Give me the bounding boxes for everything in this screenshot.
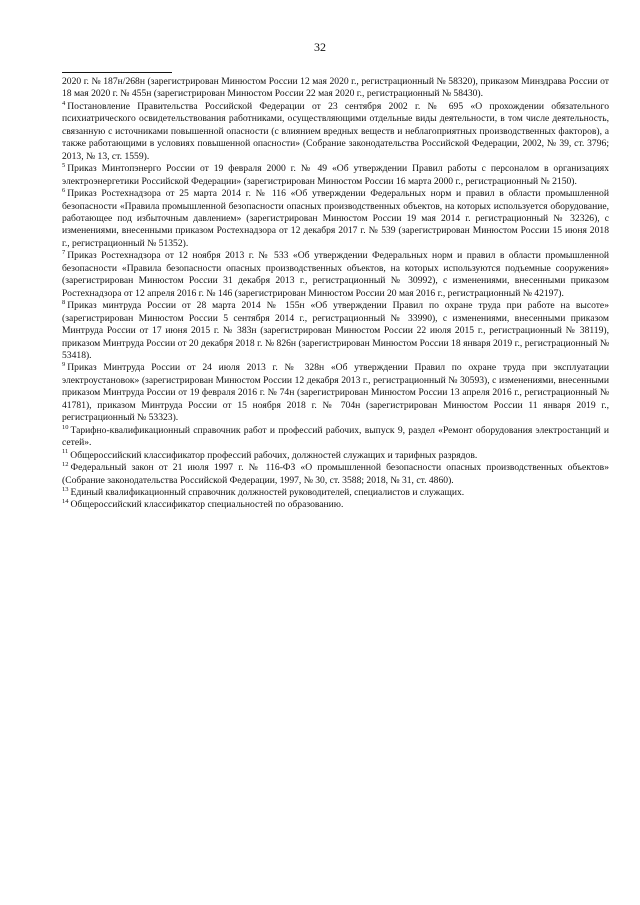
footnote-10 — [62, 425, 609, 450]
footnote-text: 2020 г. № 187н/268н (зарегистрирован Минюстом России 12 мая 2020 г., регистрационный № 58320), приказом Минздрава России от 18 мая 2020 г. № 455н (зарегистрирован Минюстом России 22 мая 2020 г., регистрационный № 58430). — [62, 76, 609, 100]
footnote-13 — [62, 487, 609, 499]
footnote-text: Общероссийский классификатор специальностей по образованию. — [70, 499, 344, 511]
footnote-12 — [62, 462, 609, 487]
footnote-text: Приказ Ростехнадзора от 25 марта 2014 г. № 116 «Об утверждении Федеральных норм и правил в области промышленной безопасности «Правила промышленной безопасности опасных производственных объектов, на которых используется оборудование, работающее под избыточным давлением» (зарегистрирован Минюстом России 19 мая 2014 г. регистрационный № 32326), с изменениями, внесенными приказом Ростехнадзора от 12 декабря 2017 г. № 539 (зарегистрирован Минюстом России 15 июня 2018 г., регистрационный № 51352). — [62, 188, 609, 249]
footnote-text: Приказ Минтопэнерго России от 19 февраля 2000 г. № 49 «Об утверждении Правил работы с персоналом в организациях электроэнергетики Российской Федерации» (зарегистрирован Минюстом России 16 марта 2000 г., регистрационный № 2150). — [62, 163, 609, 187]
page-number: 32 — [314, 40, 326, 54]
footnote-mark: 10 — [62, 423, 69, 431]
footnote-mark: 7 — [62, 249, 66, 257]
footnote-text: Единый квалификационный справочник должностей руководителей, специалистов и служащих. — [70, 486, 465, 498]
footnote-4 — [62, 101, 609, 163]
footnote-text: Федеральный закон от 21 июля 1997 г. № 116-ФЗ «О промышленной безопасности опасных производственных объектов» (Собрание законодательства Российской Федерации, 1997, № 30, ст. 3588; 2018, № 31, ст. 4860). — [62, 462, 609, 486]
footnote-mark: 4 — [62, 99, 66, 107]
footnote-8 — [62, 300, 609, 362]
footnote-9 — [62, 362, 609, 424]
footnote-11 — [62, 450, 609, 462]
footnote-mark: 11 — [62, 448, 69, 456]
footnote-text: Приказ минтруда России от 28 марта 2014 № 155н «Об утверждении Правил по охране труда при работе на высоте» (зарегистрирован Минюстом России 5 сентября 2014 г., регистрационный № 33990), с изменениями, внесенными приказом Минтруда России от 17 июня 2015 г. № 383н (зарегистрирован Минюстом России 22 июля 2015 г., регистрационный № 38119), приказом Минтруда России от 20 декабря 2018 г. № 826н (зарегистрирован Минюстом России 18 января 2019 г., регистрационный № 53418). — [62, 300, 609, 361]
footnote-continuation — [62, 76, 609, 101]
footnote-7 — [62, 250, 609, 300]
footnote-text: Постановление Правительства Российской Федерации от 23 сентября 2002 г. № 695 «О прохождении обязательного психиатрического освидетельствования работниками, осуществляющими отдельные виды деятельности, в том числе деятельность, связанную с источниками повышенной опасности (с влиянием вредных веществ и неблагоприятных производственных факторов), а также работающими в условиях повышенной опасности» (Собрание законодательства Российской Федерации, 2002, № 39, ст. 3796; 2013, № 13, ст. 1559). — [62, 100, 609, 162]
footnote-text: Приказ Ростехнадзора от 12 ноября 2013 г. № 533 «Об утверждении Федеральных норм и правил в области промышленной безопасности «Правила безопасности опасных производственных объектов, на которых используются подъемные сооружения» (зарегистрирован Минюстом России 31 декабря 2013 г., регистрационный № 30992), с изменениями, внесенными приказом Ростехнадзора от 12 апреля 2016 г. № 146 (зарегистрирован Минюстом России 20 мая 2016 г., регистрационный № 42197). — [62, 250, 609, 299]
footnote-mark: 13 — [62, 485, 69, 493]
footnote-mark: 5 — [62, 161, 66, 169]
footnotes-block — [62, 76, 609, 512]
footnote-separator — [62, 72, 172, 73]
footnote-mark: 8 — [62, 298, 66, 306]
footnote-mark: 9 — [62, 361, 66, 369]
footnote-5 — [62, 163, 609, 188]
footnote-mark: 14 — [62, 498, 69, 506]
footnote-6 — [62, 188, 609, 250]
footnote-text: Тарифно-квалификационный справочник работ и профессий рабочих, выпуск 9, раздел «Ремонт оборудования электростанций и сетей». — [62, 424, 609, 449]
footnote-text: Приказ Минтруда России от 24 июля 2013 г. № 328н «Об утверждении Правил по охране труда при эксплуатации электроустановок» (зарегистрирован Минюстом России 12 декабря 2013 г., регистрационный № 30593), с изменениями, внесенными приказом Минтруда России от 19 февраля 2016 г. № 74н (зарегистрирован Минюстом России 13 апреля 2016 г., регистрационный № 41781), приказом Минтруда России от 15 ноября 2018 г. № 704н (зарегистрирован Минюстом России 11 января 2019 г., регистрационный № 53323). — [62, 362, 609, 424]
footnote-mark: 6 — [62, 186, 66, 194]
footnote-mark: 12 — [62, 460, 69, 468]
footnote-14 — [62, 499, 609, 511]
footnote-text: Общероссийский классификатор профессий рабочих, должностей служащих и тарифных разрядов. — [70, 449, 478, 461]
